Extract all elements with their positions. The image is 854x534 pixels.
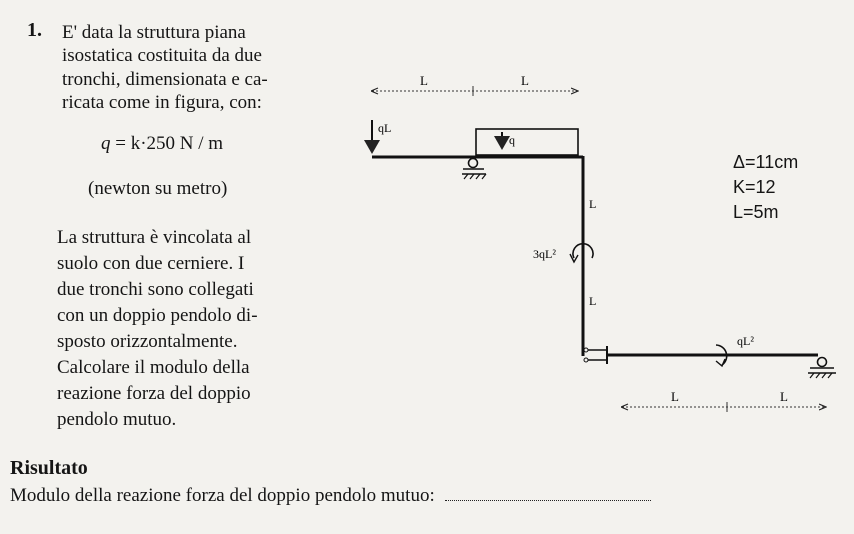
formula-equals: =: [115, 133, 126, 154]
double-pendulum: [584, 346, 607, 364]
moment-right: [716, 334, 754, 366]
vertical-lower-label: L: [589, 294, 597, 308]
point-load: [372, 120, 391, 152]
bottom-dimension: [622, 389, 826, 412]
description-line: La struttura è vincolata al: [57, 227, 252, 248]
formula-value: 250: [146, 133, 176, 154]
description-line: pendolo mutuo.: [57, 409, 177, 430]
unit-note: (newton su metro): [88, 178, 228, 199]
moment-right-label: qL²: [737, 334, 754, 348]
statement-line: tronchi, dimensionata e ca-: [62, 68, 268, 90]
top-dimension: [372, 73, 578, 96]
distributed-load: [476, 129, 578, 155]
formula-dot: ·: [140, 133, 147, 154]
top-span-right-label: L: [521, 73, 529, 88]
description-line: due tronchi sono collegati: [57, 279, 254, 300]
statement-line: ricata come in figura, con:: [62, 92, 262, 114]
param-l: L=5m: [733, 202, 779, 222]
statement-line: E' data la struttura piana: [62, 22, 246, 43]
hinge-support-top: [462, 159, 486, 180]
moment-left-label: 3qL²: [533, 247, 556, 261]
problem-number: 1.: [27, 19, 42, 41]
description-line: suolo con due cerniere. I: [57, 253, 245, 274]
formula-k: k: [130, 133, 141, 154]
description-line: reazione forza del doppio: [57, 383, 251, 404]
statement-line: isostatica costituita da due: [62, 45, 262, 67]
description-line: con un doppio pendolo di-: [57, 305, 258, 326]
hinge-support-bottom: [808, 358, 836, 379]
distributed-load-label: q: [509, 133, 515, 147]
param-delta: Δ=11cm: [733, 152, 799, 172]
formula-unit: N / m: [179, 133, 224, 154]
top-span-left-label: L: [420, 73, 428, 88]
param-k: K=12: [733, 177, 776, 197]
parameters: [733, 150, 798, 225]
vertical-upper-label: L: [589, 197, 597, 211]
bottom-span-right-label: L: [780, 389, 788, 404]
point-load-label: qL: [378, 121, 392, 135]
result-title: Risultato: [10, 457, 88, 479]
description-line: sposto orizzontalmente.: [57, 331, 238, 352]
description-line: Calcolare il modulo della: [57, 357, 250, 378]
formula-q: q: [101, 133, 111, 154]
result-question: Modulo della reazione forza del doppio pendolo mutuo:: [10, 485, 435, 506]
bottom-span-left-label: L: [671, 389, 679, 404]
